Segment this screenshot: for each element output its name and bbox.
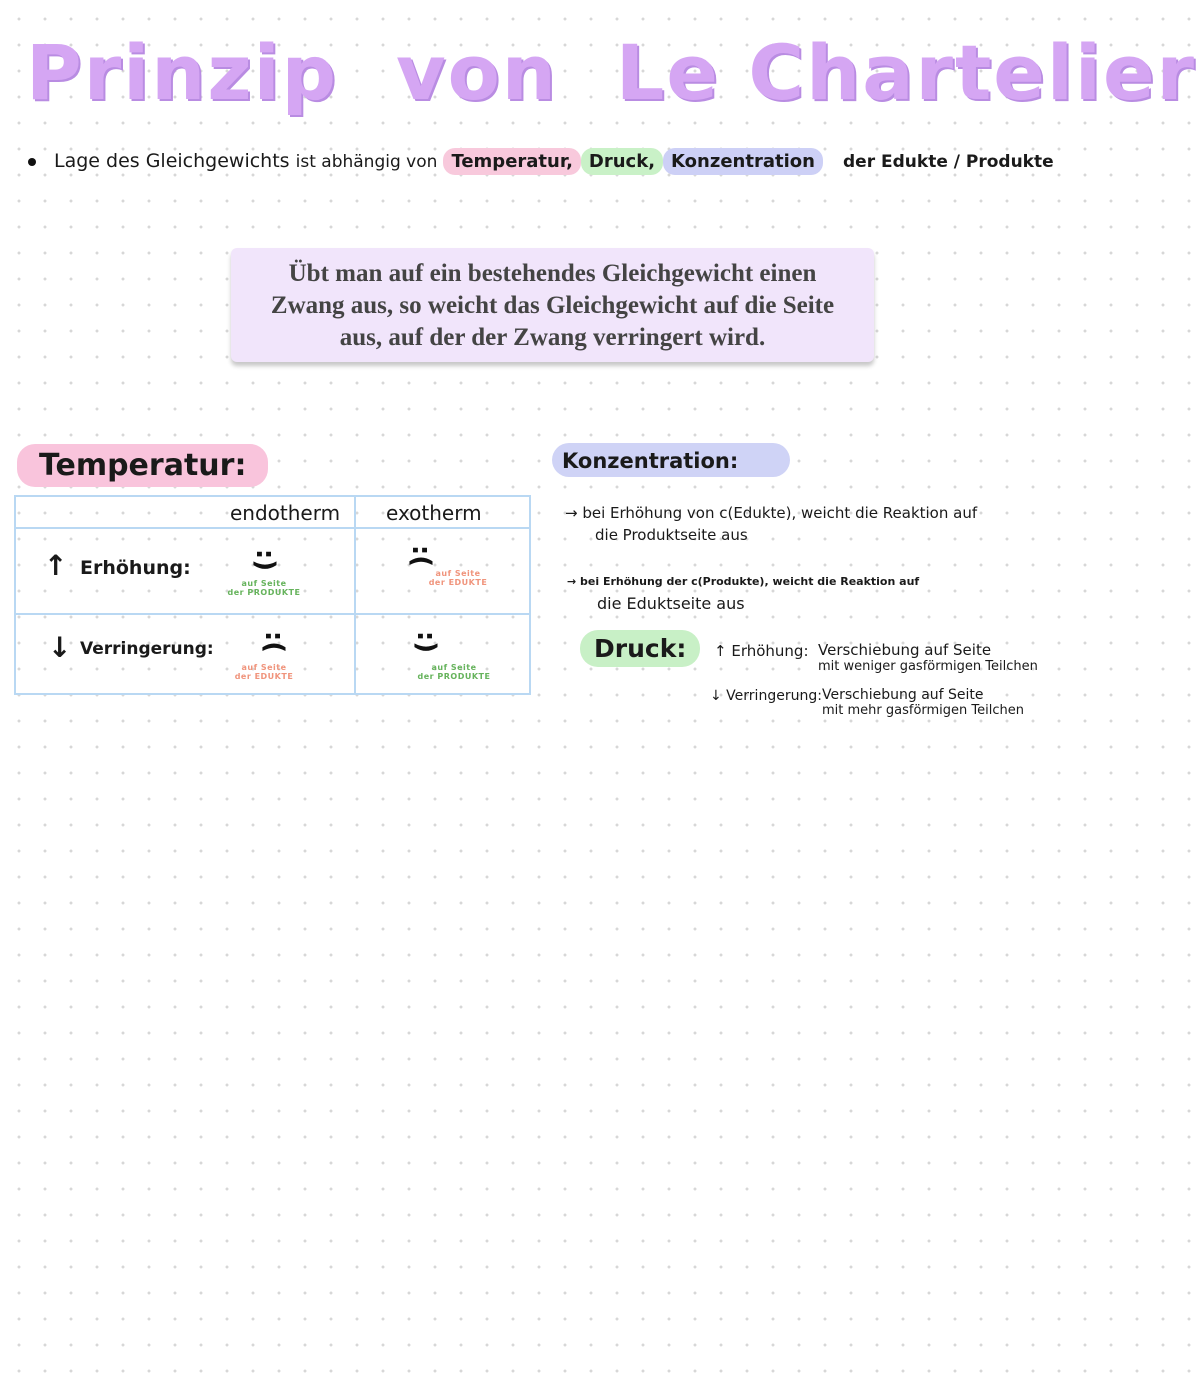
highlight-druck: Druck,: [581, 148, 663, 175]
concentration-line-2a: → bei Erhöhung der c(Produkte), weicht die Reaktion auf: [567, 575, 920, 588]
title-word-prinzip: Prinzip: [26, 28, 339, 117]
pressure-down-text-2: mit mehr gasförmigen Teilchen: [822, 703, 1024, 718]
column-header-exotherm: exotherm: [386, 501, 482, 525]
sad-face-icon: :(: [406, 544, 436, 568]
concentration-line-2b: die Eduktseite aus: [597, 594, 745, 613]
row-label-erhoehung: Erhöhung:: [80, 557, 191, 579]
concentration-line-1a: → bei Erhöhung von c(Edukte), weicht die Reaktion auf: [565, 504, 978, 522]
note-up-endo: auf Seite der PRODUKTE: [227, 579, 301, 597]
principle-line-1: Übt man auf ein bestehendes Gleichgewicht einen: [288, 260, 817, 287]
highlight-temperatur: Temperatur,: [443, 148, 580, 175]
principle-statement-box: [231, 248, 874, 362]
table-divider: [16, 527, 529, 529]
note-up-exo: auf Seite der EDUKTE: [428, 569, 488, 587]
pressure-up-text-2: mit weniger gasförmigen Teilchen: [818, 659, 1038, 674]
pressure-heading: Druck:: [580, 630, 700, 667]
temperature-heading: Temperatur:: [17, 444, 268, 487]
principle-line-2: Zwang aus, so weicht das Gleichgewicht auf die Seite: [270, 292, 835, 319]
concentration-heading: Konzentration:: [552, 443, 790, 477]
pressure-up-label: ↑ Erhöhung:: [714, 642, 809, 660]
note-down-exo: auf Seite der PRODUKTE: [417, 663, 491, 681]
happy-face-icon: :): [411, 630, 441, 654]
sad-face-icon: :(: [259, 630, 289, 654]
title-word-le-chartelier: Le Chartelier: [615, 28, 1196, 117]
bullet-point: [28, 150, 1054, 172]
temperature-table: [14, 495, 531, 695]
bullet-text-abhaengig: ist abhängig von: [295, 152, 438, 172]
row-label-verringerung: Verringerung:: [80, 639, 214, 659]
principle-line-3: aus, auf der der Zwang verringert wird.: [339, 324, 766, 351]
arrow-up-icon: ↑: [44, 549, 68, 582]
happy-face-icon: :): [250, 548, 280, 572]
column-header-endotherm: endotherm: [230, 501, 341, 525]
page-title: [26, 28, 1196, 117]
pressure-down-label: ↓ Verringerung:: [710, 688, 822, 704]
note-down-endo: auf Seite der EDUKTE: [234, 663, 294, 681]
title-word-von: von: [396, 28, 558, 117]
arrow-down-icon: ↓: [48, 631, 72, 664]
table-divider: [354, 497, 356, 693]
bullet-text-edukte-produkte: der Edukte / Produkte: [843, 152, 1054, 172]
concentration-line-1b: die Produktseite aus: [595, 526, 748, 544]
bullet-dot: [28, 158, 36, 166]
highlight-konzentration: Konzentration: [663, 148, 823, 175]
pressure-up-text-1: Verschiebung auf Seite: [818, 641, 992, 659]
bullet-text-lage: Lage des Gleichgewichts: [54, 150, 290, 172]
pressure-down-text-1: Verschiebung auf Seite: [822, 687, 984, 703]
